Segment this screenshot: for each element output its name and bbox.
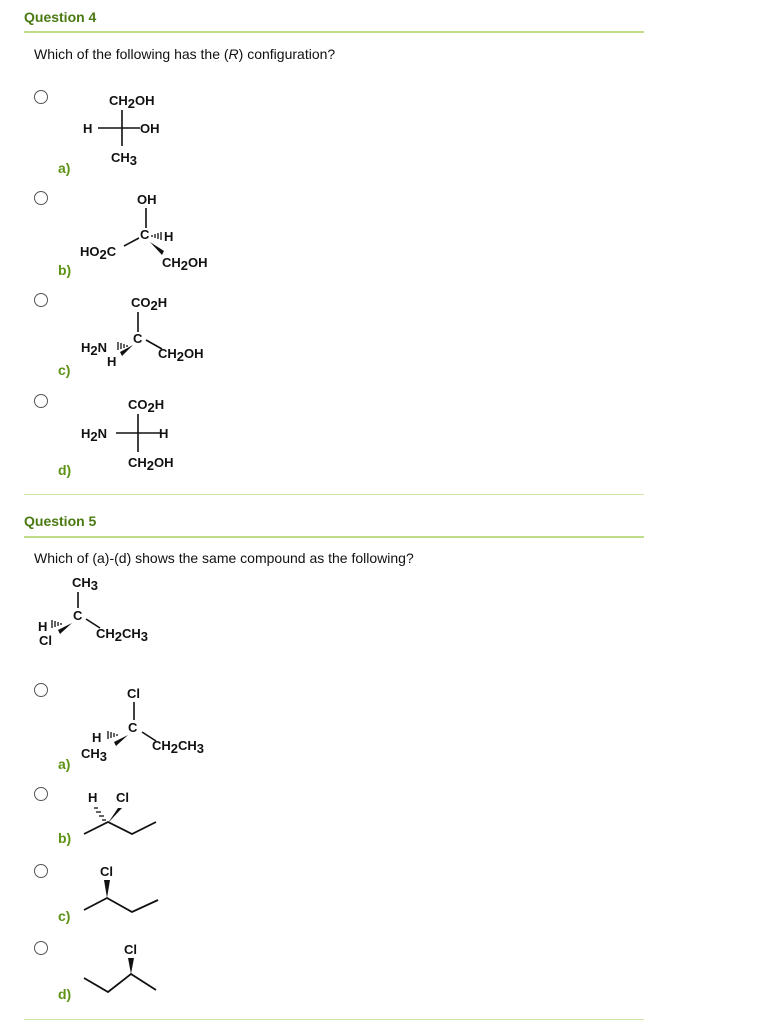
q5-option-b-structure bbox=[76, 786, 196, 846]
sub-right: CH2CH3 bbox=[96, 626, 149, 644]
stereocenter: C bbox=[133, 331, 143, 346]
wedge-bond bbox=[150, 242, 164, 255]
q4-option-b-label: b) bbox=[58, 262, 72, 278]
hash-bond bbox=[152, 232, 161, 240]
sub-left: HO2C bbox=[80, 244, 117, 262]
sub-right: CH2CH3 bbox=[152, 738, 205, 756]
q4-option-d-structure bbox=[76, 392, 236, 482]
wedge-bond bbox=[104, 880, 110, 898]
question-4-divider bbox=[24, 31, 644, 33]
sub-top: Cl bbox=[127, 686, 140, 701]
sub-hash: H bbox=[92, 730, 102, 745]
q4-option-c-structure bbox=[76, 290, 236, 380]
sub-wedge: Cl bbox=[116, 790, 129, 805]
q5-option-d-radio[interactable] bbox=[34, 941, 48, 955]
sub-wedge: CH2OH bbox=[162, 255, 208, 273]
stereocenter: C bbox=[73, 608, 83, 623]
question-5-prompt: Which of (a)-(d) shows the same compound as the following? bbox=[34, 550, 414, 566]
sub-hash: H bbox=[88, 790, 98, 805]
q4-option-d-radio[interactable] bbox=[34, 394, 48, 408]
q5-reference-structure bbox=[30, 570, 190, 660]
q4-option-c-label: c) bbox=[58, 362, 71, 378]
hash-bond bbox=[108, 731, 117, 739]
q5-option-d-label: d) bbox=[58, 986, 72, 1002]
stereocenter: C bbox=[140, 227, 150, 242]
sub-wedge: Cl bbox=[39, 633, 52, 648]
sub-wedge: H bbox=[107, 354, 117, 369]
q5-option-a-label: a) bbox=[58, 756, 71, 772]
prompt-text-end: ) configuration? bbox=[238, 46, 336, 62]
sub-left: H2N bbox=[81, 426, 108, 444]
question-5-bottom-divider bbox=[24, 1019, 644, 1020]
question-5-header: Question 5 bbox=[24, 513, 97, 529]
hash-bond bbox=[118, 342, 127, 350]
sub-wedge: Cl bbox=[124, 942, 137, 957]
sub-hash: H bbox=[164, 229, 174, 244]
sub-right: H bbox=[159, 426, 169, 441]
hash-bond bbox=[52, 620, 61, 628]
q4-option-c-radio[interactable] bbox=[34, 293, 48, 307]
sub-top: CH2OH bbox=[109, 93, 155, 111]
question-4-bottom-divider bbox=[24, 494, 644, 495]
prompt-italic-r: R bbox=[228, 46, 239, 62]
sub-left: H bbox=[83, 121, 93, 136]
question-4-header: Question 4 bbox=[24, 9, 97, 25]
prompt-text-start: Which of the following has the ( bbox=[34, 46, 229, 62]
q5-option-b-radio[interactable] bbox=[34, 787, 48, 801]
hash-bond bbox=[94, 808, 106, 820]
sub-wedge: Cl bbox=[100, 864, 113, 879]
q5-option-d-structure bbox=[76, 938, 196, 1000]
sub-hash: H bbox=[38, 619, 48, 634]
sub-top: OH bbox=[137, 192, 157, 207]
wedge-bond bbox=[128, 958, 134, 974]
q4-option-b-structure bbox=[76, 188, 236, 278]
sub-wedge: CH3 bbox=[81, 746, 108, 764]
wedge-bond bbox=[108, 808, 122, 823]
q5-option-c-radio[interactable] bbox=[34, 864, 48, 878]
q4-option-a-structure bbox=[60, 84, 220, 174]
sub-right: OH bbox=[140, 121, 160, 136]
sub-top: CO2H bbox=[131, 295, 168, 313]
q5-option-c-structure bbox=[76, 860, 196, 920]
sub-right: CH2OH bbox=[158, 346, 204, 364]
question-4-prompt bbox=[34, 46, 335, 62]
q4-option-d-label: d) bbox=[58, 462, 72, 478]
q5-option-a-structure bbox=[76, 682, 246, 772]
wedge-bond bbox=[58, 623, 72, 634]
sub-hash: H2N bbox=[81, 340, 108, 358]
question-5-divider bbox=[24, 536, 644, 538]
q5-option-b-label: b) bbox=[58, 830, 72, 846]
q4-option-b-radio[interactable] bbox=[34, 191, 48, 205]
wedge-bond bbox=[114, 735, 128, 746]
sub-bottom: CH3 bbox=[111, 150, 138, 168]
sub-top: CH3 bbox=[72, 575, 99, 593]
q4-option-a-radio[interactable] bbox=[34, 90, 48, 104]
q5-option-c-label: c) bbox=[58, 908, 71, 924]
q4-option-a-label: a) bbox=[58, 160, 71, 176]
q5-option-a-radio[interactable] bbox=[34, 683, 48, 697]
stereocenter: C bbox=[128, 720, 138, 735]
sub-bottom: CH2OH bbox=[128, 455, 174, 473]
sub-top: CO2H bbox=[128, 397, 165, 415]
